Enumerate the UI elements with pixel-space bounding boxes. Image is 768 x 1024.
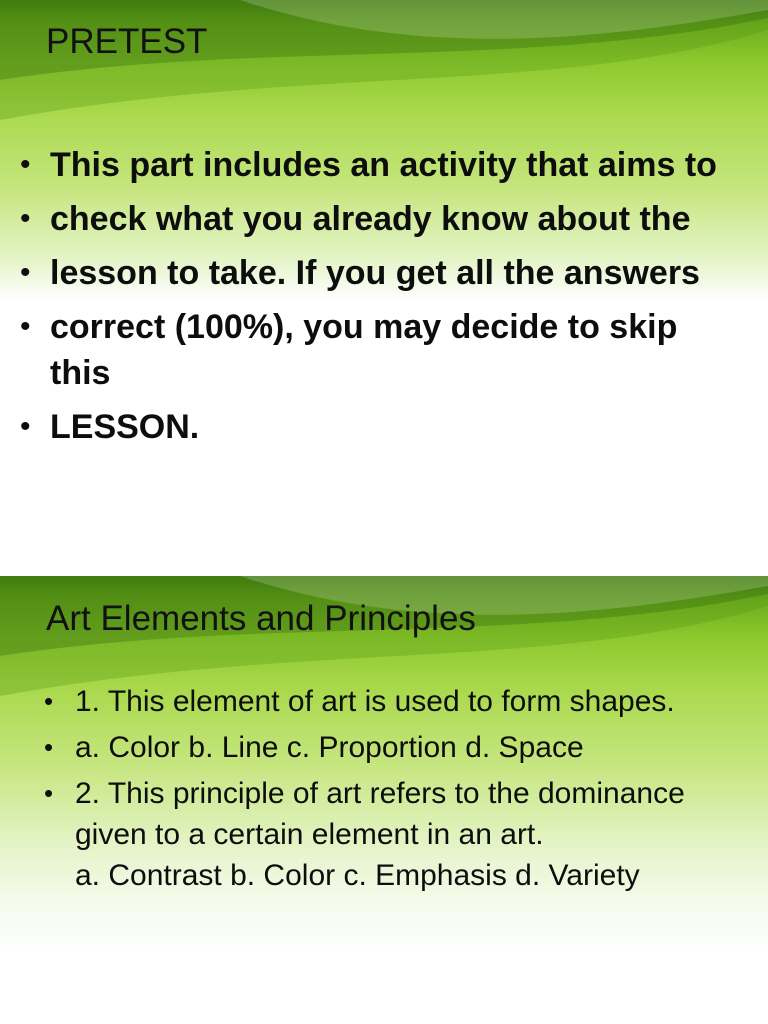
- slide-title: PRETEST: [46, 22, 208, 61]
- bullet-list: [20, 142, 740, 458]
- bullet-text: LESSON.: [50, 408, 200, 446]
- slide-title: Art Elements and Principles: [46, 599, 476, 638]
- bullet-icon: •: [44, 732, 54, 762]
- bullet-text: correct (100%), you may decide to skip this: [50, 308, 678, 392]
- list-item: [20, 250, 740, 296]
- bullet-text: 2. This principle of art refers to the dominance given to a certain element in an art.: [75, 777, 685, 851]
- green-swoosh-decoration: [0, 0, 768, 140]
- list-item: [20, 304, 740, 396]
- list-item: [20, 196, 740, 242]
- bullet-text: lesson to take. If you get all the answers: [50, 254, 700, 292]
- bullet-text: 1. This element of art is used to form shapes.: [75, 685, 675, 718]
- bullet-icon: •: [44, 686, 54, 716]
- bullet-list: [44, 681, 724, 901]
- list-item: [44, 773, 724, 896]
- answer-choices: a. Contrast b. Color c. Emphasis d. Variety: [75, 859, 640, 892]
- slide-art-elements: [0, 576, 768, 1024]
- bullet-text: a. Color b. Line c. Proportion d. Space: [75, 731, 584, 764]
- bullet-icon: •: [44, 778, 54, 808]
- list-item: [20, 404, 740, 450]
- bullet-icon: •: [20, 256, 31, 289]
- bullet-icon: •: [20, 310, 31, 343]
- bullet-text: This part includes an activity that aims to: [50, 146, 717, 184]
- list-item: [44, 681, 724, 722]
- list-item: [44, 727, 724, 768]
- bullet-text: check what you already know about the: [50, 200, 691, 238]
- bullet-icon: •: [20, 410, 31, 443]
- list-item: [20, 142, 740, 188]
- bullet-icon: •: [20, 202, 31, 235]
- bullet-icon: •: [20, 148, 31, 181]
